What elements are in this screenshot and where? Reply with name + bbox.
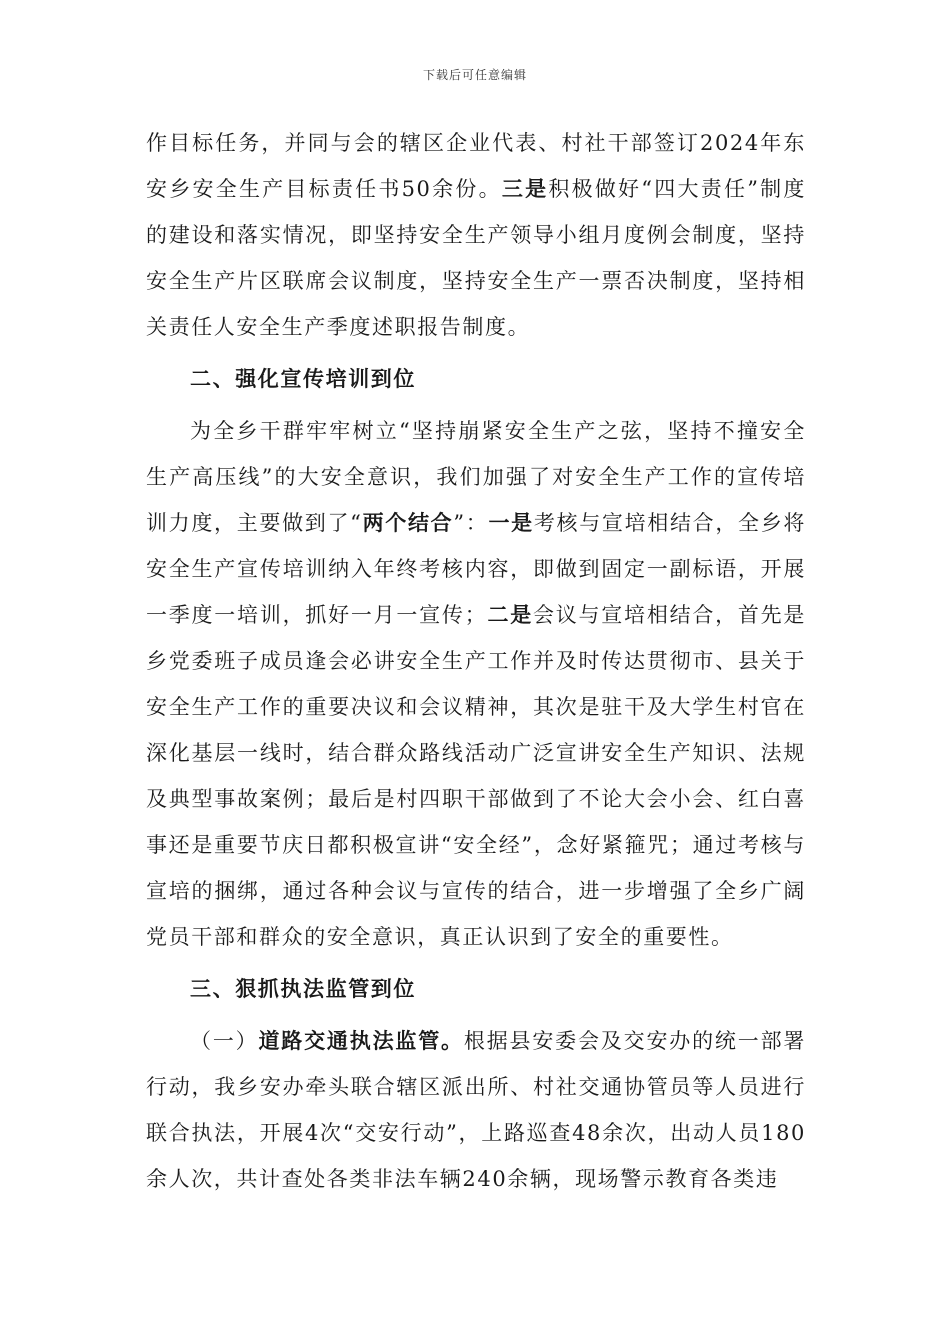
paragraph-text: 积极做好“四大责任”制度的建设和落实情况，即坚持安全生产领导小组月度例会制度，坚持安全生产片区联席会议制度，坚持安全生产一票否决制度，坚持相关责任人安全生产季度述职报告制度。 — [146, 177, 807, 339]
paragraph-text: 作目标任务，并同与会的辖区企业代表、村社干部签订2024年东安乡安全生产目标责任书50余份。 — [146, 131, 806, 201]
section-heading-2: 二、强化宣传培训到位 — [190, 367, 416, 391]
document-body — [146, 120, 806, 1208]
page-header: 下载后可任意编辑 — [422, 68, 527, 82]
paragraph-text: 根据县安委会及交安办的统一部署行动，我乡安办牵头联合辖区派出所、村社交通协管员等人员进行联合执法，开展4次“交安行动”，上路巡查48余次，出动人员180余人次，共计查处各类非法车辆240余辆，现场警示教育各类违 — [146, 1029, 806, 1191]
paragraph-text: （一） — [190, 1029, 259, 1053]
emphasis-text: 一是 — [488, 510, 534, 535]
paragraph-text: 为全乡干群牢牢树立“坚持崩紧安全生产之弦，坚持不撞安全生产高压线”的大安全意识，我们加强了对安全生产工作的宣传培训力度，主要做到了“ — [146, 419, 806, 535]
emphasis-text: 二是 — [487, 602, 533, 627]
paragraph-text: 会议与宣培相结合，首先是乡党委班子成员逢会必讲安全生产工作并及时传达贯彻市、县关于安全生产工作的重要决议和会议精神，其次是驻干及大学生村官在深化基层一线时，结合群众路线活动广泛宣讲安全生产知识、法规及典型事故案例；最后是村四职干部做到了不论大会小会、红白喜事还是重要节庆日都积极宣讲“安全经”，念好紧箍咒；通过考核与宣培的捆绑，通过各种会议与宣传的结合，进一步增强了全乡广阔党员干部和群众的安全意识，真正认识到了安全的重要性。 — [146, 603, 807, 949]
paragraph-text: ”： — [453, 511, 489, 535]
paragraph-traffic — [146, 1018, 806, 1202]
section-heading-3: 三、狠抓执法监管到位 — [190, 977, 416, 1001]
paragraph-publicity — [146, 408, 806, 960]
paragraph-targets — [146, 120, 806, 350]
emphasis-text: 两个结合 — [362, 510, 454, 535]
paragraph-text: 考核与宣培相结合，全乡将安全生产宣传培训纳入年终考核内容，即做到固定一副标语，开展一季度一培训，抓好一月一宣传； — [146, 511, 806, 627]
emphasis-text: 三是 — [501, 176, 549, 201]
emphasis-text: 道路交通执法监管。 — [258, 1028, 464, 1053]
